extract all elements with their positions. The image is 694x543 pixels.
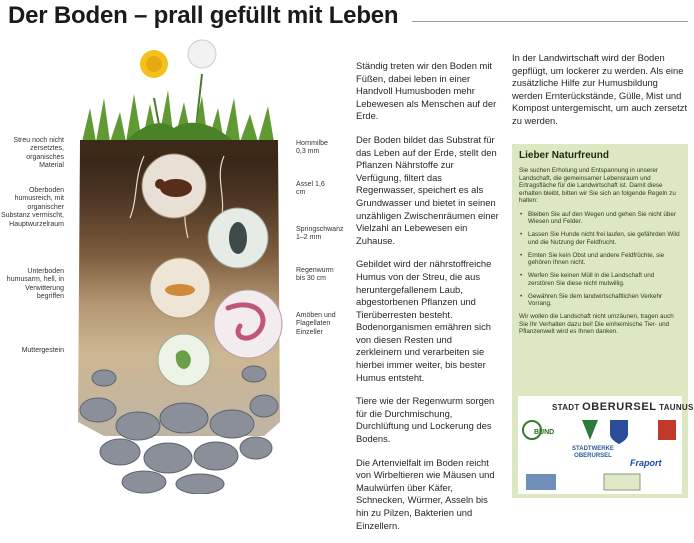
page-title: Der Boden – prall gefüllt mit Leben — [8, 2, 399, 29]
label-bedrock: Muttergestein — [21, 347, 64, 354]
label-einzeller: Amöben und Flagellaten Einzeller — [296, 312, 336, 336]
title-rule — [412, 21, 688, 22]
springtail-bubble — [150, 258, 210, 318]
list-item: • Ernten Sie kein Obst und andere Feldfrüchte, sie gehören Ihnen nicht. — [520, 251, 665, 266]
text-column-2 — [512, 52, 688, 139]
label-hornmilbe: Hornmilbe 0,3 mm — [296, 140, 328, 156]
earthworm-bubble — [214, 290, 282, 358]
bund-logo: BUND — [534, 429, 555, 436]
stadtwerke-logo: STADTWERKE OBERURSEL — [572, 446, 614, 459]
info-box-outro: Wir wollen die Landschaft nicht umzäunen, tragen auch Sie Ihr Verhalten dazu bei! Die einheimische Tier- und Pflanzenwelt wird es Ihnen danken. — [519, 313, 674, 335]
soil-profile-illustration — [64, 38, 296, 494]
label-litter: Streu noch nicht zersetztes, organisches Material — [13, 137, 64, 170]
dandelion-seedhead — [188, 40, 216, 68]
label-topsoil: Oberboden humusreich, mit organischer Substanz vermischt, Hauptwurzelraum — [0, 187, 64, 228]
hessen-flag-icon — [658, 420, 676, 440]
bullet-icon: • — [520, 251, 523, 259]
bullet-icon: • — [520, 210, 523, 218]
label-assel: Assel 1,6 cm — [296, 181, 325, 197]
partner-logo-icon — [604, 474, 640, 490]
dandelion-flower — [140, 50, 168, 78]
rules-list — [519, 211, 681, 308]
amoeba-bubble — [158, 334, 210, 386]
list-item: • Werfen Sie keinen Müll in die Landschaft und zerstören Sie diese nicht mutwillig. — [520, 272, 655, 287]
text-column-1 — [356, 60, 500, 543]
info-box-intro: Sie suchen Erholung und Entspannung in unserer Landschaft, die gemeinsamer Lebensraum und Ertragsfläche für die Landwirtschaft ist. Damit diese erhalten bleibt, bitten wir Sie sich an folgende Regeln zu halten: — [519, 167, 676, 204]
mite-bubble — [142, 154, 206, 218]
label-regenwurm: Regenwurm bis 30 cm — [296, 267, 334, 283]
list-item: • Lassen Sie Hunde nicht frei laufen, sie gefährden Wild und die Nutzung der Feldfrucht. — [520, 231, 680, 246]
bullet-icon: • — [520, 292, 523, 300]
hesse-coat-icon — [610, 420, 628, 444]
paragraph: Ständig treten wir den Boden mit Füßen, dabei leben in einer Handvoll Humusboden mehr Lebewesen als Menschen auf der Erde. — [356, 60, 497, 122]
paragraph: Der Boden bildet das Substrat für das Leben auf der Erde, stellt den Pflanzen Nährstoffe zur Verfügung, filtert das Regenwasser, speichert es als Grundwasser und bietet in seinen unzähligen Zwischenräumen einer Vielzahl an Lebewesen ein Zuhause. — [356, 133, 499, 246]
paragraph: Gebildet wird der nährstoffreiche Humus von der Streu, die aus heruntergefallenem Laub, abgestorbenen Pflanzen und Tierüberresten besteht. Bodenorganismen emähren sich von diesen Resten und zerkleinern und verarbeiten sie hierbei immer weiter, bis bester Humus entsteht. — [356, 258, 492, 383]
paragraph: Tiere wie der Regenwurm sorgen für die Durchmischung, Durchlüftung und Lockerung des Bodens. — [356, 395, 495, 445]
paragraph: Die Artenvielfalt im Boden reicht von Wirbeltieren wie Mäusen und Maulwürfen über Käfer, Schnecken, Würmer, Asseln bis hin zu Pilzen, Bakterien und Einzellern. — [356, 456, 495, 531]
agency-logo-icon — [526, 474, 556, 490]
bullet-icon: • — [520, 231, 523, 238]
fraport-logo: Fraport — [630, 458, 662, 468]
label-subsoil: Unterboden humusarm, hell, in Verwitterung begriffen — [6, 268, 64, 301]
list-item: • Gewähren Sie dem landwirtschaftlichen Verkehr Vorrang. — [520, 292, 663, 307]
list-item: • Bleiben Sie auf den Wegen und gehen Sie nicht über Wiesen und Felder. — [520, 210, 676, 225]
city-logo: STADT OBERURSEL TAUNUS — [552, 401, 694, 413]
info-box-title: Lieber Naturfreund — [519, 150, 610, 161]
bullet-icon: • — [520, 272, 523, 279]
label-springschwanz: Springschwanz 1–2 mm — [296, 226, 344, 242]
paragraph: In der Landwirtschaft wird der Boden gepflügt, um lockerer zu werden. Als eine zusätzliche Hilfe zur Humusbildung werden Ernterückstände, Gülle, Mist und Kompost untergemischt, um auch zersetzt zu werden. — [512, 52, 688, 126]
woodlouse-bubble — [208, 208, 268, 268]
shield-logo-icon — [582, 420, 598, 440]
